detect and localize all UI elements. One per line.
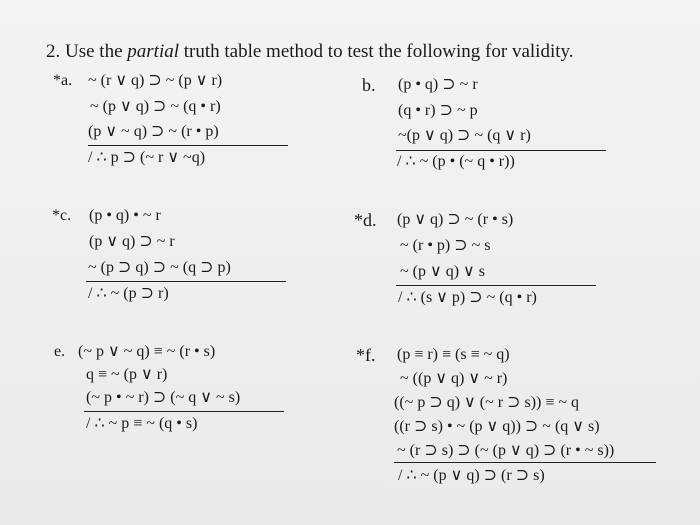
premise: (p ∨ q) ⊃ ~ (r • s) (397, 211, 514, 228)
conclusion-rule (394, 462, 656, 463)
premise: ~ (r ⊃ s) ⊃ (~ (p ∨ q) ⊃ (r • ~ s)) (397, 442, 615, 459)
problem-label: *a. (53, 72, 73, 89)
premise: ~ (p ⊃ q) ⊃ ~ (q ⊃ p) (88, 259, 231, 276)
premise: (q • r) ⊃ ~ p (398, 102, 478, 119)
premise: (p ≡ r) ≡ (s ≡ ~ q) (397, 346, 510, 363)
problem-label: e. (54, 343, 66, 360)
conclusion: / ∴ ~ p ≡ ~ (q • s) (86, 415, 198, 432)
exercise-number: 2. (46, 41, 61, 62)
conclusion: / ∴ ~ (p ∨ q) ⊃ (r ⊃ s) (398, 467, 545, 484)
conclusion-rule (396, 285, 596, 286)
premise: ~ (p ∨ q) ⊃ ~ (q • r) (90, 98, 221, 115)
conclusion-rule (396, 150, 606, 151)
heading-emphasis: partial (127, 41, 179, 62)
premise: (~ p • ~ r) ⊃ (~ q ∨ ~ s) (86, 389, 241, 406)
premise: ~ ((p ∨ q) ∨ ~ r) (400, 370, 508, 387)
premise: ~ (r ∨ q) ⊃ ~ (p ∨ r) (88, 72, 223, 89)
problem-label: *c. (52, 207, 72, 224)
premise: ((~ p ⊃ q) ∨ (~ r ⊃ s)) ≡ ~ q (394, 394, 580, 411)
premise: q ≡ ~ (p ∨ r) (86, 366, 168, 383)
premise: ~(p ∨ q) ⊃ ~ (q ∨ r) (398, 127, 531, 144)
conclusion: / ∴ p ⊃ (~ r ∨ ~q) (88, 149, 206, 166)
premise: (p ∨ q) ⊃ ~ r (89, 233, 175, 250)
problem-label: *d. (354, 210, 377, 230)
conclusion: / ∴ (s ∨ p) ⊃ ~ (q • r) (398, 289, 537, 306)
conclusion-rule (88, 145, 288, 146)
premise: ~ (p ∨ q) ∨ s (400, 263, 485, 280)
conclusion: / ∴ ~ (p ⊃ r) (88, 285, 169, 302)
conclusion-rule (84, 411, 284, 412)
conclusion-rule (86, 281, 286, 282)
premise: ~ (r • p) ⊃ ~ s (400, 237, 491, 254)
conclusion: / ∴ ~ (p • (~ q • r)) (397, 153, 515, 170)
heading-text-end: truth table method to test the following for validity. (183, 41, 574, 62)
problem-label: b. (362, 75, 376, 95)
problem-label: *f. (356, 345, 376, 365)
premise: (p • q) ⊃ ~ r (398, 76, 478, 93)
premise: (p • q) • ~ r (89, 207, 161, 224)
premise: (~ p ∨ ~ q) ≡ ~ (r • s) (78, 343, 216, 360)
exercise-heading (46, 43, 574, 61)
premise: (p ∨ ~ q) ⊃ ~ (r • p) (88, 123, 219, 140)
premise: ((r ⊃ s) • ~ (p ∨ q)) ⊃ ~ (q ∨ s) (394, 418, 600, 435)
heading-text-start: Use the (65, 41, 123, 62)
